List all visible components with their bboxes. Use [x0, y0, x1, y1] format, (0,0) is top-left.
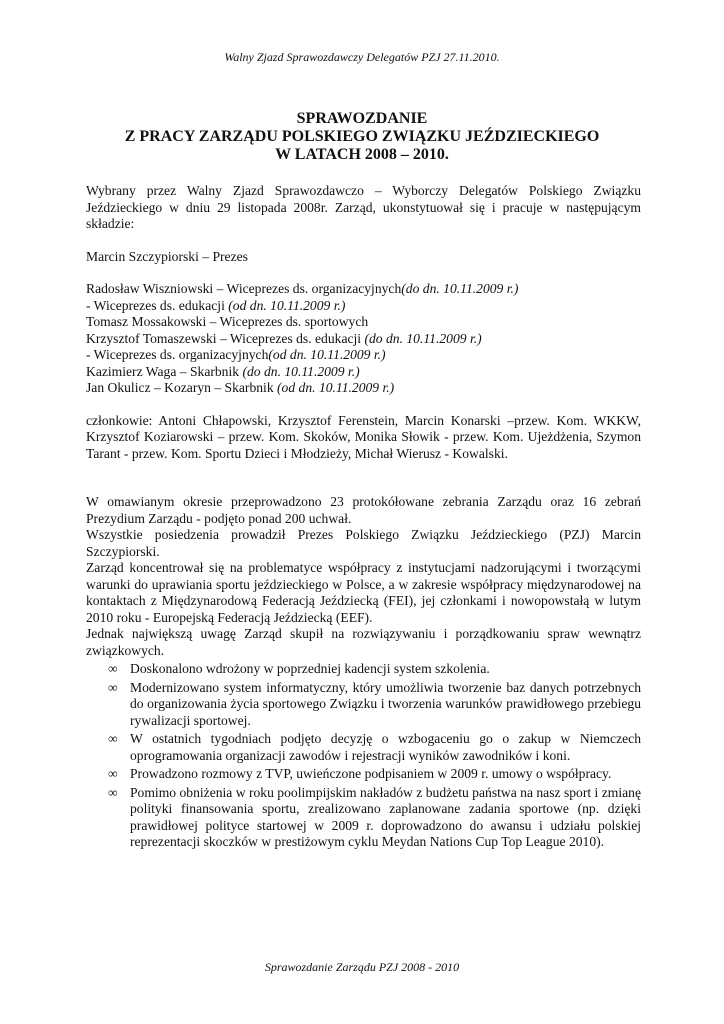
cooperation-paragraph: Zarząd koncentrował się na problematyce współpracy z instytucjami nadzorującymi i tworzącymi warunki do uprawiania sportu jeździeckiego w Polsce, a w zakresie współpracy międzynarodowej na kontaktach z Międzynarodową Federacją Jeździecką (FEI), jej członkami i nowopowstałą w lutym 2010 roku - Europejską Federacją Jeździecką (EEF).: [86, 560, 641, 625]
member-line: Kazimierz Waga – Skarbnik (do dn. 10.11.2009 r.): [86, 363, 360, 379]
member-line: Jan Okulicz – Kozaryn – Skarbnik (od dn. 10.11.2009 r.): [86, 380, 395, 395]
list-item: ∞ Doskonalono wdrożony w poprzedniej kadencji system szkolenia.: [108, 661, 490, 676]
member-line: Krzysztof Tomaszewski – Wiceprezes ds. edukacji (do dn. 10.11.2009 r.): [86, 330, 482, 346]
member-line: Radosław Wiszniowski – Wiceprezes ds. organizacyjnych(do dn. 10.11.2009 r.): [86, 281, 519, 296]
intro-paragraph: Wybrany przez Walny Zjazd Sprawozdawczo – Wyborczy Delegatów Polskiego Związku Jeździeckiego w dniu 29 listopada 2008r. Zarząd, ukonstytuował się i pracuje w następującym składzie:: [86, 183, 641, 231]
list-item: ∞ Modernizowano system informatyczny, który umożliwia tworzenie baz danych potrzebnych do organizowania życia sportowego Związku i tworzenia warunków prawidłowego przebiegu rywalizacji sportowej.: [108, 679, 641, 728]
infinity-bullet-icon: ∞: [108, 766, 118, 781]
member-line: Tomasz Mossakowski – Wiceprezes ds. sportowych: [86, 314, 369, 329]
title-line-2: Z PRACY ZARZĄDU POLSKIEGO ZWIĄZKU JEŹDZIECKIEGO: [124, 128, 600, 145]
title-line-1: SPRAWOZDANIE: [296, 110, 428, 127]
infinity-bullet-icon: ∞: [108, 661, 118, 676]
infinity-bullet-icon: ∞: [108, 679, 118, 695]
infinity-bullet-icon: ∞: [108, 784, 118, 800]
page-header: Walny Zjazd Sprawozdawczy Delegatów PZJ 27.11.2010.: [224, 50, 500, 64]
members-list: [86, 281, 641, 397]
infinity-bullet-icon: ∞: [108, 731, 118, 746]
page-footer: Sprawozdanie Zarządu PZJ 2008 - 2010: [264, 960, 460, 974]
achievements-list: [86, 661, 641, 851]
member-line: - Wiceprezes ds. edukacji (od dn. 10.11.2009 r.): [86, 297, 346, 313]
member-line: - Wiceprezes ds. organizacyjnych(od dn. 10.11.2009 r.): [86, 347, 386, 362]
president-line: Marcin Szczypiorski – Prezes: [86, 248, 248, 264]
internal-affairs-paragraph: Jednak największą uwagę Zarząd skupił na rozwiązywaniu i porządkowaniu spraw wewnątrz związkowych.: [86, 626, 641, 658]
report-title: [0, 110, 724, 164]
list-item: ∞ W ostatnich tygodniach podjęto decyzję o wzbogaceniu go o zakup w Niemczech oprogramowania organizacji zawodów i rejestracji wyników zawodników i koni.: [108, 731, 641, 763]
list-item: ∞ Pomimo obniżenia w roku poolimpijskim nakładów z budżetu państwa na nasz sport i zmianę polityki finansowania sportu, zrealizowano zaplanowane zadania sportowe (np. dzięki prawidłowej polityce startowej w 2009 r. doprowadzono do awansu i udziału polskiej reprezentacji skoczków w prestiżowym cyklu Meydan Nations Cup Top League 2010).: [108, 784, 641, 849]
list-item: ∞ Prowadzono rozmowy z TVP, uwieńczone podpisaniem w 2009 r. umowy o współpracy.: [108, 766, 612, 781]
meetings-paragraph: W omawianym okresie przeprowadzono 23 protokółowane zebrania Zarządu oraz 16 zebrań Prezydium Zarządu - podjęto ponad 200 uchwał.: [86, 494, 641, 526]
title-line-3: W LATACH 2008 – 2010.: [275, 146, 449, 163]
document-body: [86, 183, 641, 853]
board-members-paragraph: członkowie: Antoni Chłapowski, Krzysztof Ferenstein, Marcin Konarski –przew. Kom. WKKW, Krzysztof Koziarowski – przew. Kom. Skoków, Monika Słowik - przew. Kom. Ujeżdżenia, Szymon Tarant - przew. Kom. Sportu Dzieci i Młodzieży, Michał Wierusz - Kowalski.: [86, 412, 641, 461]
chairman-paragraph: Wszystkie posiedzenia prowadził Prezes Polskiego Związku Jeździeckiego (PZJ) Marcin Szczypiorski.: [86, 527, 641, 559]
